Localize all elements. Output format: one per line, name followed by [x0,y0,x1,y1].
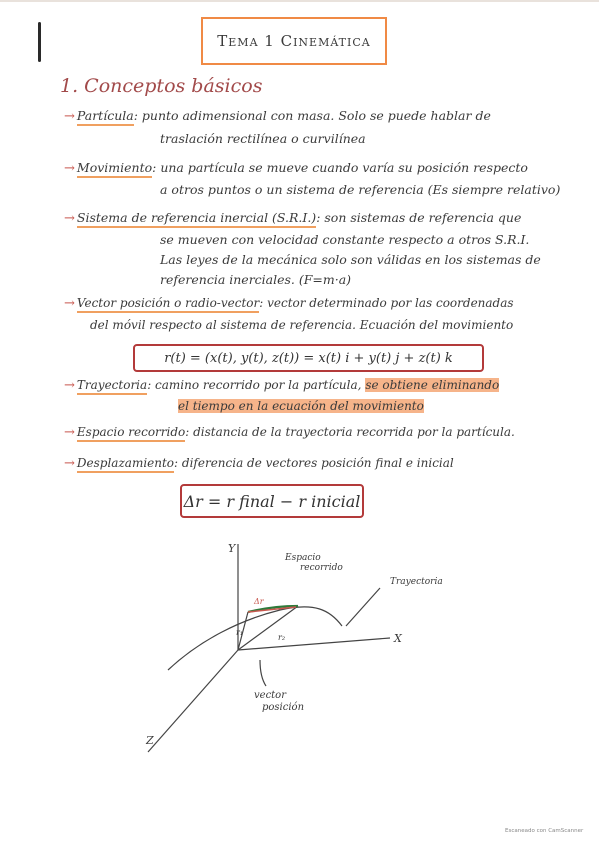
term-movimiento: Movimiento [77,160,152,178]
term-desplazamiento: Desplazamiento [77,456,174,473]
definition-line: a otros puntos o un sistema de referencia (Es siempre relativo) [160,182,561,197]
axis-z-label: Z [146,734,154,747]
definition-line: : distancia de la trayectoria recorrida por la partícula. [185,425,515,439]
definition-line [178,399,424,413]
formula-motion-text: r(t) = (x(t), y(t), z(t)) = x(t) i + y(t) j + z(t) k [164,350,453,366]
page-title: Tema 1 Cinemática [217,32,371,50]
item-vector-posicion [64,296,514,311]
title-box [201,17,387,65]
item-particula [64,108,491,124]
posicion-label: posición [262,702,305,713]
arrow-icon: → [64,109,75,124]
position-vector-r2 [238,606,298,650]
formula-motion [133,344,484,372]
formula-displacement-text: Δr = r final − r inicial [183,491,361,511]
watermark: Escaneado con CamScanner [505,828,584,834]
definition-line: : vector determinado por las coordenadas [259,296,514,310]
kinematics-diagram [146,530,480,760]
axis-y-label: Y [228,542,236,555]
item-desplazamiento [64,456,454,471]
espacio-label: Espacio [285,553,321,563]
r1-label: r₁ [236,628,244,637]
trajectory-curve [168,607,342,670]
definition-line: : diferencia de vectores posición final e inicial [174,456,454,470]
arrow-icon: → [64,161,75,176]
recorrido-label: recorrido [300,563,343,573]
definition-line: traslación rectilínea o curvilínea [160,131,366,146]
formula-displacement [180,484,364,518]
definition-line: : punto adimensional con masa. Solo se puede hablar de [133,108,491,123]
margin-mark [38,22,41,62]
top-rule [0,0,599,2]
vector-label-pointer [260,660,266,686]
arrow-icon: → [64,425,75,440]
definition-line: del móvil respecto al sistema de referencia. Ecuación del movimiento [90,318,514,332]
delta-r-label: Δr [254,597,264,606]
term-espacio-recorrido: Espacio recorrido [77,425,185,442]
x-axis [238,638,390,650]
arrow-icon: → [64,296,75,311]
arrow-icon: → [64,456,75,471]
item-trayectoria [64,378,499,393]
definition-line: : son sistemas de referencia que [316,210,522,225]
z-axis [148,650,238,752]
definition-line: Las leyes de la mecánica solo son válidas en los sistemas de [160,252,541,267]
vector-label: vector [254,690,286,701]
term-particula: Partícula [77,108,134,126]
definition-line: : camino recorrido por la partícula, [147,378,362,392]
term-sri: Sistema de referencia inercial (S.R.I.) [77,210,316,228]
highlighted-text: el tiempo en la ecuación del movimiento [178,399,424,413]
axis-x-label: X [394,632,402,645]
r2-label: r₂ [278,633,286,642]
highlighted-text: se obtiene eliminando [365,378,500,392]
arrow-icon: → [64,211,75,226]
section-title: 1. Conceptos básicos [60,75,263,97]
item-sri [64,210,521,226]
definition-line: : una partícula se mueve cuando varía su posición respecto [152,160,528,175]
arrow-icon: → [64,378,75,393]
item-movimiento [64,160,528,176]
term-vector-posicion: Vector posición o radio-vector [77,296,259,313]
definition-line: se mueven con velocidad constante respecto a otros S.R.I. [160,232,530,247]
trayectoria-label: Trayectoria [390,577,443,587]
definition-line: referencia inerciales. (F=m·a) [160,272,352,287]
term-trayectoria: Trayectoria [77,378,147,395]
item-espacio-recorrido [64,425,515,440]
trajectory-pointer [346,588,380,626]
